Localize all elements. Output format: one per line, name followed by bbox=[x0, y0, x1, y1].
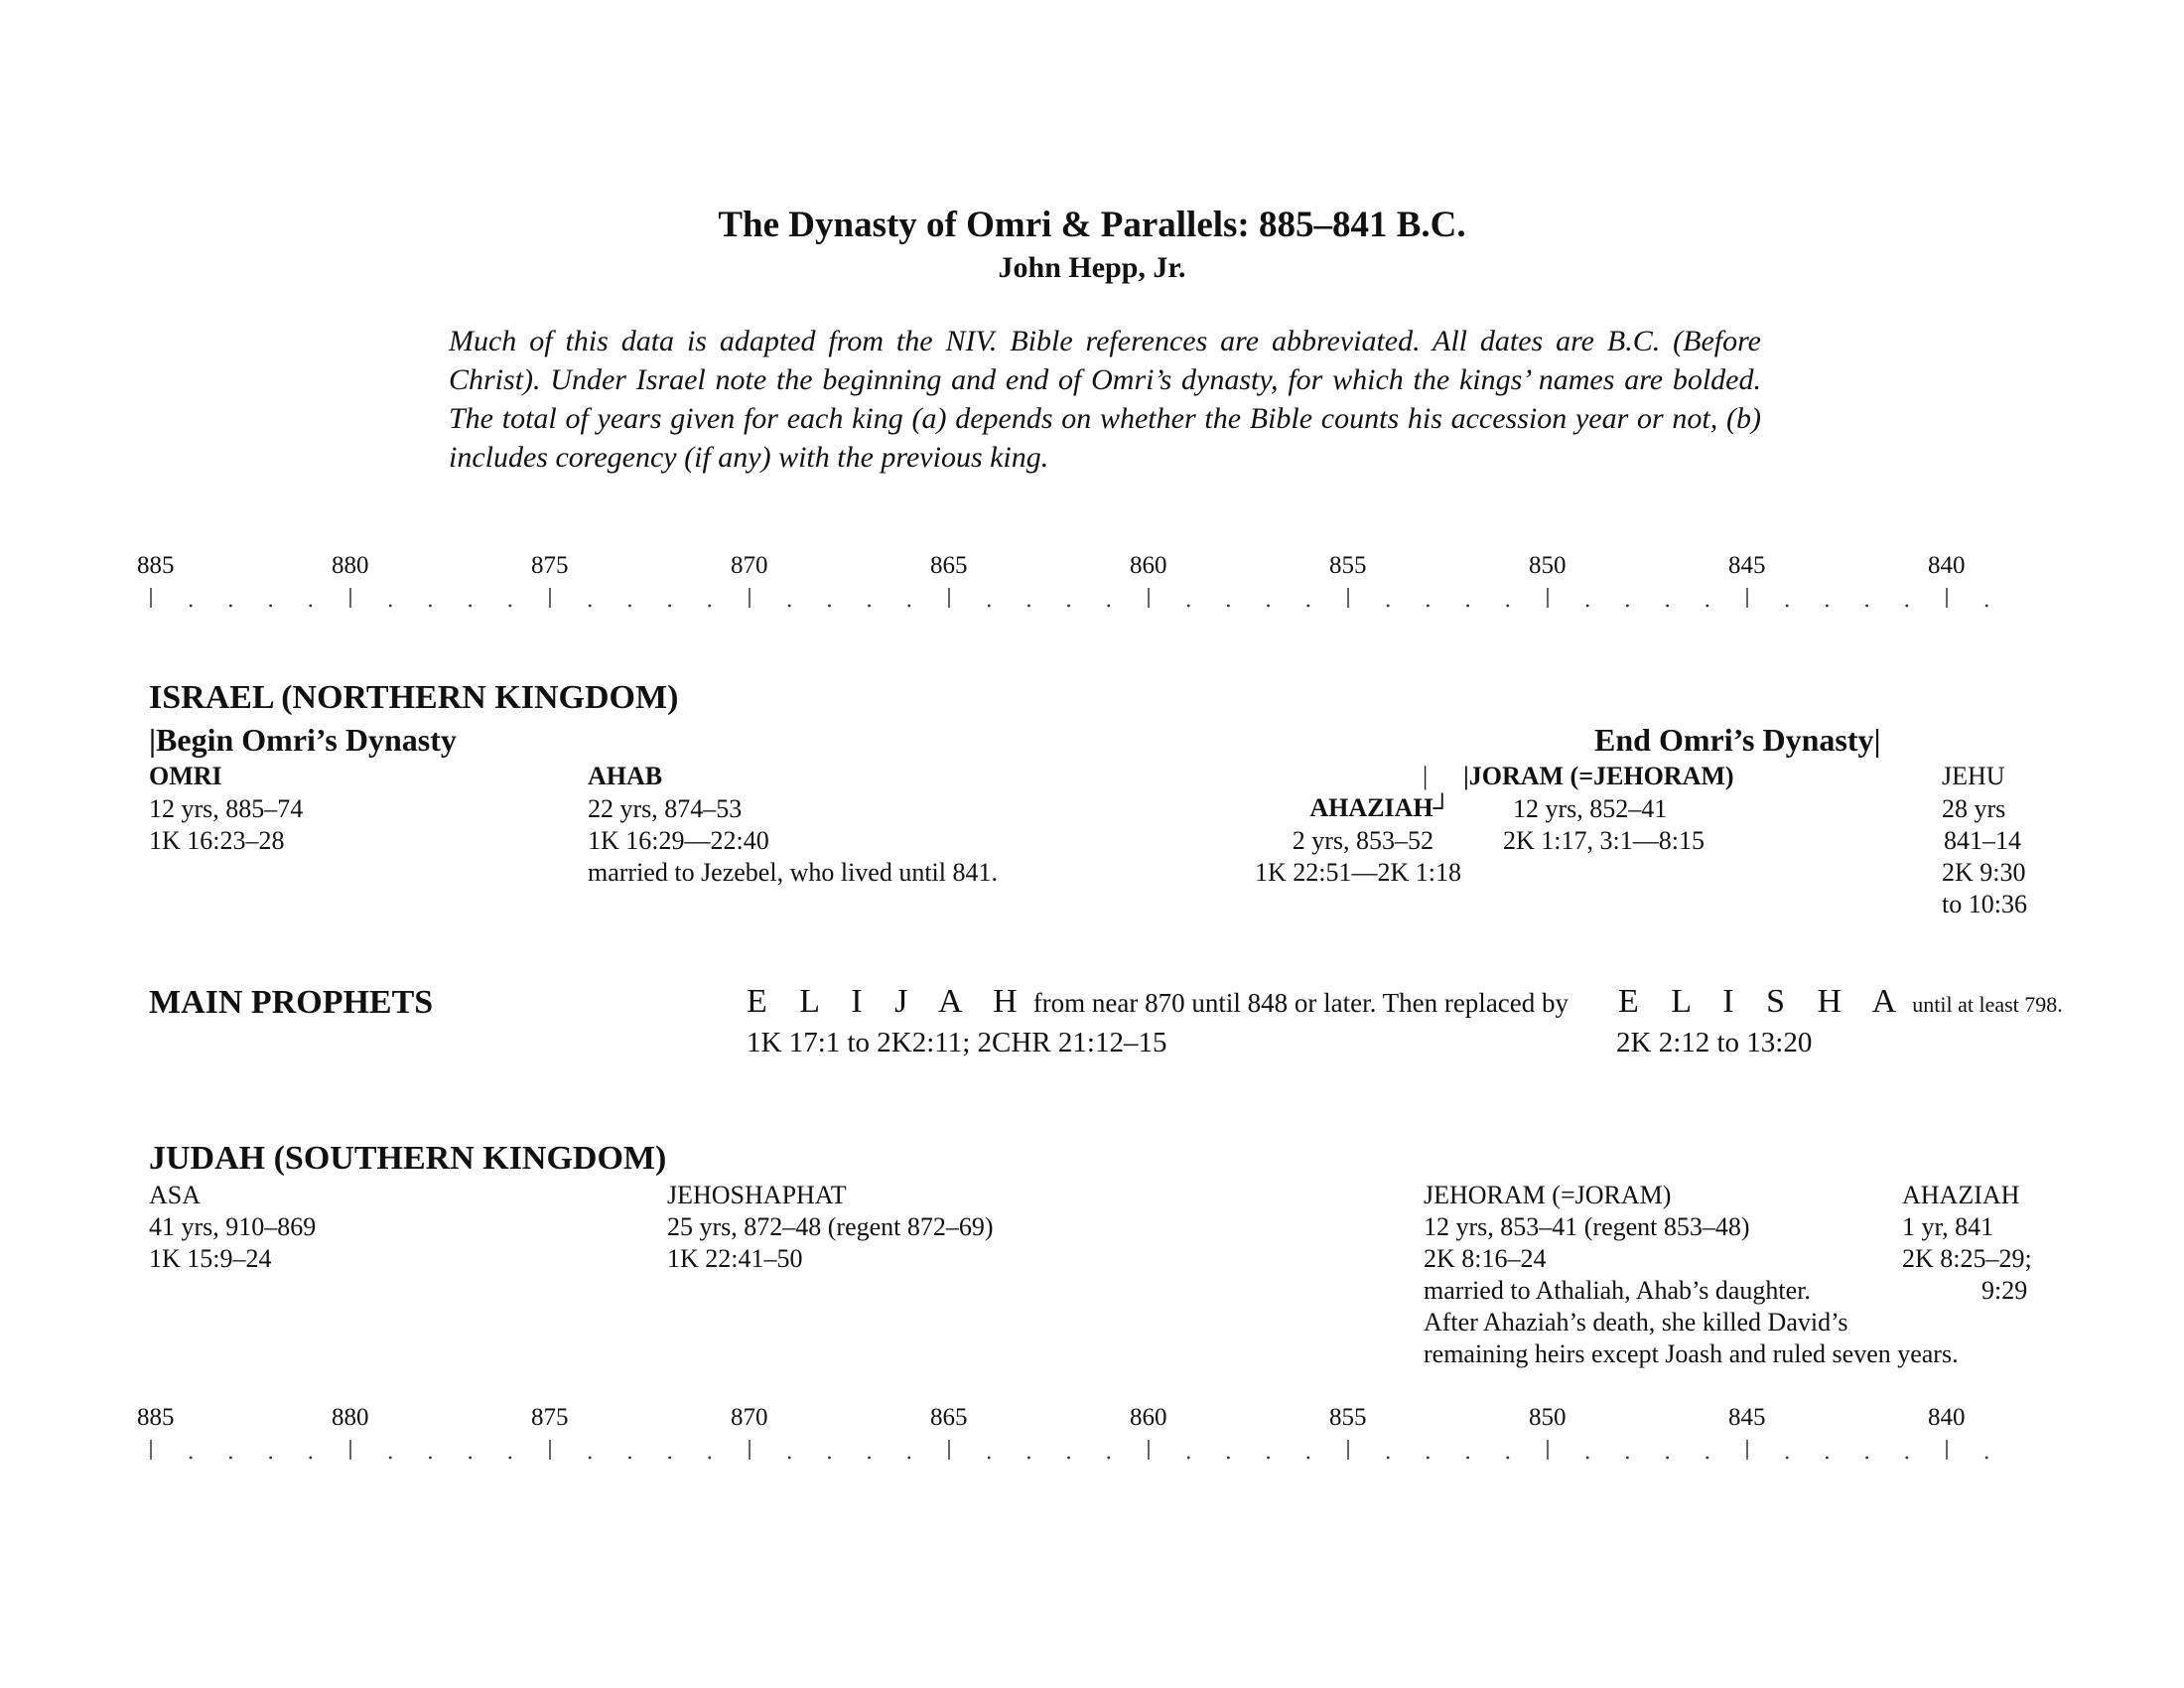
minor-tick bbox=[309, 1457, 312, 1460]
elijah-line bbox=[747, 983, 1569, 1021]
minor-tick bbox=[1985, 605, 1988, 608]
king-years: 12 yrs, 853–41 (regent 853–48) bbox=[1424, 1212, 1750, 1241]
king-reference: 2K 8:16–24 bbox=[1424, 1244, 1547, 1273]
minor-tick bbox=[907, 1457, 910, 1460]
minor-tick bbox=[1506, 605, 1509, 608]
king-reference: 2K 9:30 bbox=[1942, 858, 2026, 887]
minor-tick bbox=[1865, 605, 1868, 608]
minor-tick bbox=[1626, 605, 1629, 608]
minor-tick bbox=[389, 1457, 392, 1460]
minor-tick bbox=[1466, 605, 1469, 608]
page-title: The Dynasty of Omri & Parallels: 885–841 B.C. bbox=[718, 205, 1466, 245]
minor-tick bbox=[907, 605, 910, 608]
minor-tick bbox=[1905, 1457, 1908, 1460]
minor-tick bbox=[788, 1457, 791, 1460]
minor-tick bbox=[1267, 605, 1270, 608]
minor-tick bbox=[708, 1457, 711, 1460]
timeline-label: 845 bbox=[1728, 552, 1766, 579]
elijah-text: from near 870 until 848 or later. Then replaced by bbox=[1032, 988, 1570, 1018]
king-reference: 1K 16:29—22:40 bbox=[588, 826, 769, 855]
king-reference: 1K 22:51—2K 1:18 bbox=[1255, 858, 1461, 887]
minor-tick bbox=[389, 605, 392, 608]
timeline-label: 840 bbox=[1928, 552, 1966, 579]
minor-tick bbox=[589, 1457, 592, 1460]
minor-tick bbox=[1626, 1457, 1629, 1460]
king-years: 25 yrs, 872–48 (regent 872–69) bbox=[667, 1212, 994, 1241]
minor-tick bbox=[1985, 1457, 1988, 1460]
king-reference: 9:29 bbox=[1981, 1276, 2028, 1305]
minor-tick bbox=[589, 605, 592, 608]
king-note: After Ahaziah’s death, she killed David’s bbox=[1424, 1308, 1848, 1336]
timeline-label: 875 bbox=[531, 1404, 569, 1431]
minor-tick bbox=[1427, 1457, 1430, 1460]
king-name: JEHU bbox=[1942, 762, 2005, 790]
minor-tick bbox=[988, 605, 991, 608]
minor-tick bbox=[1586, 605, 1589, 608]
minor-tick bbox=[1387, 1457, 1390, 1460]
king-years: 28 yrs bbox=[1942, 794, 2006, 823]
timeline-label: 885 bbox=[137, 552, 175, 579]
king-name: AHAB bbox=[588, 762, 663, 790]
intro-paragraph: Much of this data is adapted from the NIV. Bible references are abbreviated. All dates are B.C. (Before Christ). Under Israel note the beginning and end of Omri’s dynasty, for which the kings’ names are bolded. The total of years given for each king (a) depends on whether the Bible counts his accession year or not, (b) includes coregency (if any) with the previous king. bbox=[449, 325, 1761, 474]
timeline-label: 880 bbox=[332, 552, 369, 579]
minor-tick bbox=[1387, 605, 1390, 608]
timeline-label: 855 bbox=[1329, 552, 1367, 579]
king-name: JEHORAM (=JORAM) bbox=[1424, 1181, 1672, 1209]
minor-tick bbox=[668, 1457, 671, 1460]
minor-tick bbox=[1067, 605, 1070, 608]
timeline-ticks bbox=[0, 1436, 2184, 1466]
king-years: 22 yrs, 874–53 bbox=[588, 794, 743, 823]
timeline-label: 860 bbox=[1130, 552, 1167, 579]
king-name: |JORAM (=JEHORAM) bbox=[1463, 762, 1734, 790]
minor-tick bbox=[229, 1457, 232, 1460]
king-reference: 1K 16:23–28 bbox=[149, 826, 285, 855]
timeline-label: 855 bbox=[1329, 1404, 1367, 1431]
minor-tick bbox=[508, 605, 511, 608]
elisha-name: E L I S H A bbox=[1618, 983, 1909, 1020]
minor-tick bbox=[1786, 1457, 1789, 1460]
timeline-label: 865 bbox=[930, 1404, 968, 1431]
elisha-text: until at least 798. bbox=[1912, 992, 2063, 1017]
king-reference: to 10:36 bbox=[1942, 890, 2027, 918]
minor-tick bbox=[269, 605, 272, 608]
minor-tick bbox=[1786, 605, 1789, 608]
timeline-label: 870 bbox=[731, 552, 768, 579]
minor-tick bbox=[868, 605, 871, 608]
minor-tick bbox=[429, 605, 432, 608]
minor-tick bbox=[868, 1457, 871, 1460]
prophets-heading: MAIN PROPHETS bbox=[149, 984, 434, 1021]
timeline-ticks bbox=[0, 584, 2184, 614]
minor-tick bbox=[1227, 605, 1230, 608]
elijah-name: E L I J A H bbox=[747, 983, 1029, 1020]
minor-tick bbox=[309, 605, 312, 608]
king-dates: 841–14 bbox=[1944, 826, 2021, 855]
minor-tick bbox=[1865, 1457, 1868, 1460]
timeline-label: 880 bbox=[332, 1404, 369, 1431]
minor-tick bbox=[1586, 1457, 1589, 1460]
minor-tick bbox=[1267, 1457, 1270, 1460]
timeline-label: 850 bbox=[1529, 552, 1567, 579]
end-dynasty-marker: End Omri’s Dynasty| bbox=[1594, 722, 1881, 758]
minor-tick bbox=[1187, 1457, 1190, 1460]
timeline-label: 870 bbox=[731, 1404, 768, 1431]
elisha-line bbox=[1618, 983, 2063, 1021]
minor-tick bbox=[1107, 1457, 1110, 1460]
author: John Hepp, Jr. bbox=[998, 251, 1186, 284]
elijah-reference: 1K 17:1 to 2K2:11; 2CHR 21:12–15 bbox=[747, 1027, 1167, 1058]
timeline-label: 865 bbox=[930, 552, 968, 579]
minor-tick bbox=[1466, 1457, 1469, 1460]
minor-tick bbox=[1187, 605, 1190, 608]
minor-tick bbox=[828, 1457, 831, 1460]
minor-tick bbox=[429, 1457, 432, 1460]
minor-tick bbox=[1306, 1457, 1309, 1460]
elisha-reference: 2K 2:12 to 13:20 bbox=[1616, 1027, 1813, 1058]
king-reference: 2K 1:17, 3:1—8:15 bbox=[1503, 826, 1705, 855]
minor-tick bbox=[469, 605, 472, 608]
king-years: 2 yrs, 853–52 bbox=[1292, 826, 1433, 855]
minor-tick bbox=[628, 605, 631, 608]
timeline-label: 885 bbox=[137, 1404, 175, 1431]
minor-tick bbox=[828, 605, 831, 608]
begin-dynasty-marker: |Begin Omri’s Dynasty bbox=[149, 722, 457, 758]
king-years: 1 yr, 841 bbox=[1902, 1212, 1994, 1241]
king-note: married to Jezebel, who lived until 841. bbox=[588, 858, 999, 887]
minor-tick bbox=[708, 605, 711, 608]
king-years: 12 yrs, 885–74 bbox=[149, 794, 304, 823]
minor-tick bbox=[190, 605, 193, 608]
minor-tick bbox=[508, 1457, 511, 1460]
king-name: AHAZIAH bbox=[1902, 1181, 2020, 1209]
king-name: AHAZIAH┘ bbox=[1309, 793, 1451, 822]
king-note: remaining heirs except Joash and ruled seven years. bbox=[1424, 1339, 1959, 1368]
king-years: 12 yrs, 852–41 bbox=[1513, 794, 1668, 823]
minor-tick bbox=[1506, 1457, 1509, 1460]
minor-tick bbox=[1107, 605, 1110, 608]
minor-tick bbox=[1027, 605, 1030, 608]
minor-tick bbox=[1666, 1457, 1669, 1460]
minor-tick bbox=[628, 1457, 631, 1460]
minor-tick bbox=[668, 605, 671, 608]
judah-heading: JUDAH (SOUTHERN KINGDOM) bbox=[149, 1140, 667, 1177]
minor-tick bbox=[1666, 605, 1669, 608]
king-note: married to Athaliah, Ahab’s daughter. bbox=[1424, 1276, 1811, 1305]
israel-heading: ISRAEL (NORTHERN KINGDOM) bbox=[149, 679, 679, 716]
minor-tick bbox=[1706, 605, 1708, 608]
minor-tick bbox=[469, 1457, 472, 1460]
minor-tick bbox=[1306, 605, 1309, 608]
king-name: JEHOSHAPHAT bbox=[667, 1181, 847, 1209]
timeline-label: 860 bbox=[1130, 1404, 1167, 1431]
minor-tick bbox=[190, 1457, 193, 1460]
king-reference: 2K 8:25–29; bbox=[1902, 1244, 2032, 1273]
king-name: ASA bbox=[149, 1181, 202, 1209]
king-years: 41 yrs, 910–869 bbox=[149, 1212, 317, 1241]
king-reference: 1K 22:41–50 bbox=[667, 1244, 803, 1273]
king-name: OMRI bbox=[149, 762, 222, 790]
minor-tick bbox=[269, 1457, 272, 1460]
minor-tick bbox=[988, 1457, 991, 1460]
minor-tick bbox=[1905, 605, 1908, 608]
timeline-label: 850 bbox=[1529, 1404, 1567, 1431]
minor-tick bbox=[229, 605, 232, 608]
minor-tick bbox=[1427, 605, 1430, 608]
minor-tick bbox=[1826, 605, 1829, 608]
minor-tick bbox=[1067, 1457, 1070, 1460]
king-reference: 1K 15:9–24 bbox=[149, 1244, 272, 1273]
reign-divider: | bbox=[1423, 762, 1429, 790]
minor-tick bbox=[1706, 1457, 1708, 1460]
minor-tick bbox=[1027, 1457, 1030, 1460]
timeline-label: 845 bbox=[1728, 1404, 1766, 1431]
minor-tick bbox=[1826, 1457, 1829, 1460]
minor-tick bbox=[1227, 1457, 1230, 1460]
timeline-label: 840 bbox=[1928, 1404, 1966, 1431]
timeline-label: 875 bbox=[531, 552, 569, 579]
minor-tick bbox=[788, 605, 791, 608]
